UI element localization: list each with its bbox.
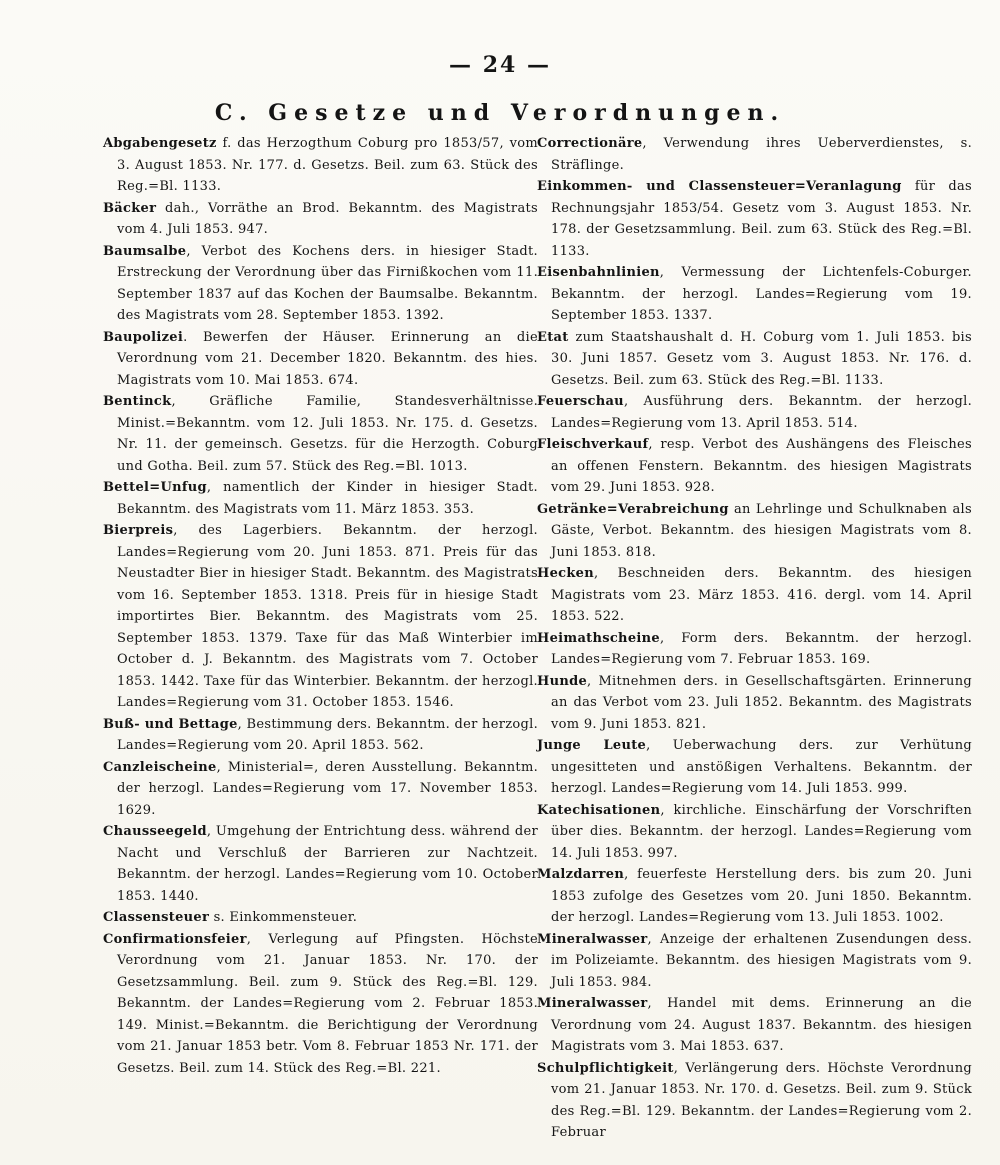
index-entry (103, 714, 538, 757)
index-entry (537, 434, 972, 499)
entry-keyword: Bettel=Unfug (103, 480, 207, 495)
entry-keyword: Bäcker (103, 200, 157, 216)
entry-text: , namentlich der Kinder in hiesiger Stadt. Bekanntm. des Magistrats vom 11. März 1853. 353. (117, 480, 538, 517)
index-entry (537, 327, 972, 392)
right-column (537, 133, 972, 1144)
entry-text: , Anzeige der erhaltenen Zusendungen dess. im Polizeiamte. Bekanntm. des hiesigen Magistrats vom 9. Juli 1853. 984. (551, 931, 972, 990)
entry-keyword: Hunde (537, 673, 588, 689)
entry-text: , resp. Verbot des Aushängens des Fleisches an offenen Fenstern. Bekanntm. des hiesigen Magistrats vom 29. Juni 1853. 928. (551, 437, 972, 495)
index-entry (537, 1058, 972, 1144)
index-entry (103, 520, 538, 714)
entry-keyword: Abgabengesetz (103, 136, 217, 151)
entry-keyword: Junge Leute (537, 738, 647, 753)
entry-keyword: Getränke=Verabreichung (537, 501, 729, 517)
entry-text: , Bestimmung ders. Bekanntm. der herzogl. Landes=Regierung vom 20. April 1853. 562. (117, 716, 539, 753)
entry-keyword: Schulpflichtigkeit (537, 1060, 674, 1076)
index-entry (537, 671, 972, 736)
entry-text: , Beschneiden ders. Bekanntm. des hiesigen Magistrats vom 23. März 1853. 416. dergl. vom 14. April 1853. 522. (551, 566, 972, 624)
index-entry (537, 628, 972, 671)
entry-text: s. Einkommensteuer. (209, 910, 358, 925)
entry-text: , Ueberwachung ders. zur Verhütung ungesitteten und anstößigen Verhaltens. Bekanntm. der herzogl. Landes=Regierung vom 14. Juli 1853. 999. (551, 738, 972, 796)
entry-text: , Gräfliche Familie, Standesverhältnisse. Minist.=Bekanntm. vom 12. Juli 1853. Nr. 175. d. Gesetzs. Nr. 11. der gemeinsch. Gesetzs. für die Herzogth. Coburg und Gotha. Beil. zum 57. Stück des Reg.=Bl. 1013. (117, 394, 538, 474)
index-entry (537, 929, 972, 994)
entry-keyword: Etat (537, 329, 569, 345)
index-entry (537, 800, 972, 865)
entry-keyword: Bierpreis (103, 523, 174, 538)
entry-text: , Verlegung auf Pfingsten. Höchste Verordnung vom 21. Januar 1853. Nr. 170. der Gesetzsammlung. Beil. zum 9. Stück des Reg.=Bl. 129. Bekanntm. der Landes=Regierung vom 2. Februar 1853. 149. Minist.=Bekanntm. die Berichtigung der Verordnung vom 21. Januar 1853 betr. Vom 8. Februar 1853 Nr. 171. der Gesetzs. Beil. zum 14. Stück des Reg.=Bl. 221. (117, 931, 538, 1076)
entry-keyword: Canzleischeine (103, 759, 217, 775)
page-number: — 24 — (449, 52, 551, 78)
entry-keyword: Classensteuer (103, 910, 210, 925)
entry-text: zum Staatshaushalt d. H. Coburg vom 1. Juli 1853. bis 30. Juni 1857. Gesetz vom 3. August 1853. Nr. 176. d. Gesetzs. Beil. zum 63. Stück des Reg.=Bl. 1133. (551, 329, 972, 388)
entry-keyword: Feuerschau (537, 394, 624, 409)
entry-keyword: Einkommen- und Classensteuer=Veranlagung (537, 179, 902, 194)
index-entry (537, 176, 972, 262)
entry-text: , Vermessung der Lichtenfels-Coburger. Bekanntm. der herzogl. Landes=Regierung vom 19. September 1853. 1337. (551, 265, 972, 323)
index-entry (103, 327, 538, 392)
entry-text: , Verbot des Kochens ders. in hiesiger Stadt. Erstreckung der Verordnung über das Firnißkochen vom 11. September 1837 auf das Kochen der Baumsalbe. Bekanntm. des Magistrats vom 28. September 1853. 1392. (117, 243, 538, 323)
entry-text: , Ministerial=, deren Ausstellung. Bekanntm. der herzogl. Landes=Regierung vom 17. November 1853. 1629. (117, 759, 538, 818)
entry-text: f. das Herzogthum Coburg pro 1853/57, vom 3. August 1853. Nr. 177. d. Gesetzs. Beil. zum 63. Stück des Reg.=Bl. 1133. (117, 136, 538, 194)
entry-text: . Bewerfen der Häuser. Erinnerung an die Verordnung vom 21. December 1820. Bekanntm. des hies. Magistrats vom 10. Mai 1853. 674. (117, 329, 538, 388)
entry-keyword: Heimathscheine (537, 630, 660, 646)
entry-text: , Verlängerung ders. Höchste Verordnung vom 21. Januar 1853. Nr. 170. d. Gesetzs. Beil. zum 9. Stück des Reg.=Bl. 129. Bekanntm. der Landes=Regierung vom 2. Februar (551, 1060, 972, 1140)
index-entry (103, 133, 538, 198)
entry-keyword: Baumsalbe (103, 243, 187, 259)
entry-text: , Umgehung der Entrichtung dess. während der Nacht und Verschluß der Barrieren zur Nachtzeit. Bekanntm. der herzogl. Landes=Regierung vom 10. October 1853. 1440. (117, 824, 538, 904)
index-entry (103, 198, 538, 241)
entry-text: , Ausführung ders. Bekanntm. der herzogl. Landes=Regierung vom 13. April 1853. 514. (551, 394, 972, 431)
entry-keyword: Chausseegeld (103, 824, 207, 839)
index-entry (103, 391, 538, 477)
entry-text: , Mitnehmen ders. in Gesellschaftsgärten. Erinnerung an das Verbot vom 23. Juli 1852. Bekanntm. des Magistrats vom 9. Juni 1853. 821. (551, 673, 972, 732)
entry-keyword: Katechisationen (537, 802, 661, 818)
entry-text: , Verwendung ihres Ueberverdienstes, s. Sträflinge. (551, 136, 972, 173)
index-entry (103, 821, 538, 907)
entry-keyword: Correctionäre (537, 136, 643, 151)
entry-text: , kirchliche. Einschärfung der Vorschriften über dies. Bekanntm. der herzogl. Landes=Regierung vom 14. Juli 1853. 997. (551, 802, 972, 861)
entry-keyword: Hecken (537, 566, 594, 581)
entry-keyword: Mineralwasser (537, 931, 648, 947)
entry-text: , feuerfeste Herstellung ders. bis zum 20. Juni 1853 zufolge des Gesetzes vom 20. Juni 1850. Bekanntm. der herzogl. Landes=Regierung vom 13. Juli 1853. 1002. (551, 867, 972, 925)
entry-text: für das Rechnungsjahr 1853/54. Gesetz vom 3. August 1853. Nr. 178. der Gesetzsammlung. Beil. zum 63. Stück des Reg.=Bl. 1133. (551, 179, 972, 259)
index-entry (537, 735, 972, 800)
index-entry (537, 993, 972, 1058)
index-entry (537, 262, 972, 327)
index-entry (103, 929, 538, 1080)
entry-text: , Handel mit dems. Erinnerung an die Verordnung vom 24. August 1837. Bekanntm. des hiesigen Magistrats vom 3. Mai 1853. 637. (551, 996, 972, 1054)
section-title: C. Gesetze und Verordnungen. (214, 100, 786, 126)
index-entry (103, 241, 538, 327)
entry-text: , des Lagerbiers. Bekanntm. der herzogl. Landes=Regierung vom 20. Juni 1853. 871. Preis für das Neustadter Bier in hiesiger Stadt. Bekanntm. des Magistrats vom 16. September 1853. 1318. Preis für in hiesige Stadt importirtes Bier. Bekanntm. des Magistrats vom 25. September 1853. 1379. Taxe für das Maß Winterbier im October d. J. Bekanntm. des Magistrats vom 7. October 1853. 1442. Taxe für das Winterbier. Bekanntm. der herzogl. Landes=Regierung vom 31. October 1853. 1546. (117, 523, 538, 710)
entry-keyword: Mineralwasser (537, 996, 648, 1011)
index-entry (537, 563, 972, 628)
index-entry (537, 391, 972, 434)
entry-text: , Form ders. Bekanntm. der herzogl. Landes=Regierung vom 7. Februar 1853. 169. (551, 630, 972, 667)
index-entry (537, 499, 972, 564)
left-column (103, 133, 538, 1079)
index-entry (537, 864, 972, 929)
index-entry (103, 757, 538, 822)
entry-keyword: Bentinck (103, 394, 172, 409)
entry-keyword: Malzdarren (537, 867, 625, 882)
index-entry (103, 477, 538, 520)
index-entry (537, 133, 972, 176)
entry-keyword: Eisenbahnlinien (537, 265, 660, 280)
entry-keyword: Fleischverkauf (537, 437, 649, 452)
entry-keyword: Buß- und Bettage (103, 716, 238, 732)
entry-keyword: Confirmationsfeier (103, 931, 247, 947)
entry-text: an Lehrlinge und Schulknaben als Gäste, Verbot. Bekanntm. des hiesigen Magistrats vom 8. Juni 1853. 818. (551, 501, 972, 560)
index-entry (103, 907, 538, 929)
entry-text: dah., Vorräthe an Brod. Bekanntm. des Magistrats vom 4. Juli 1853. 947. (117, 200, 538, 237)
entry-keyword: Baupolizei (103, 329, 184, 345)
